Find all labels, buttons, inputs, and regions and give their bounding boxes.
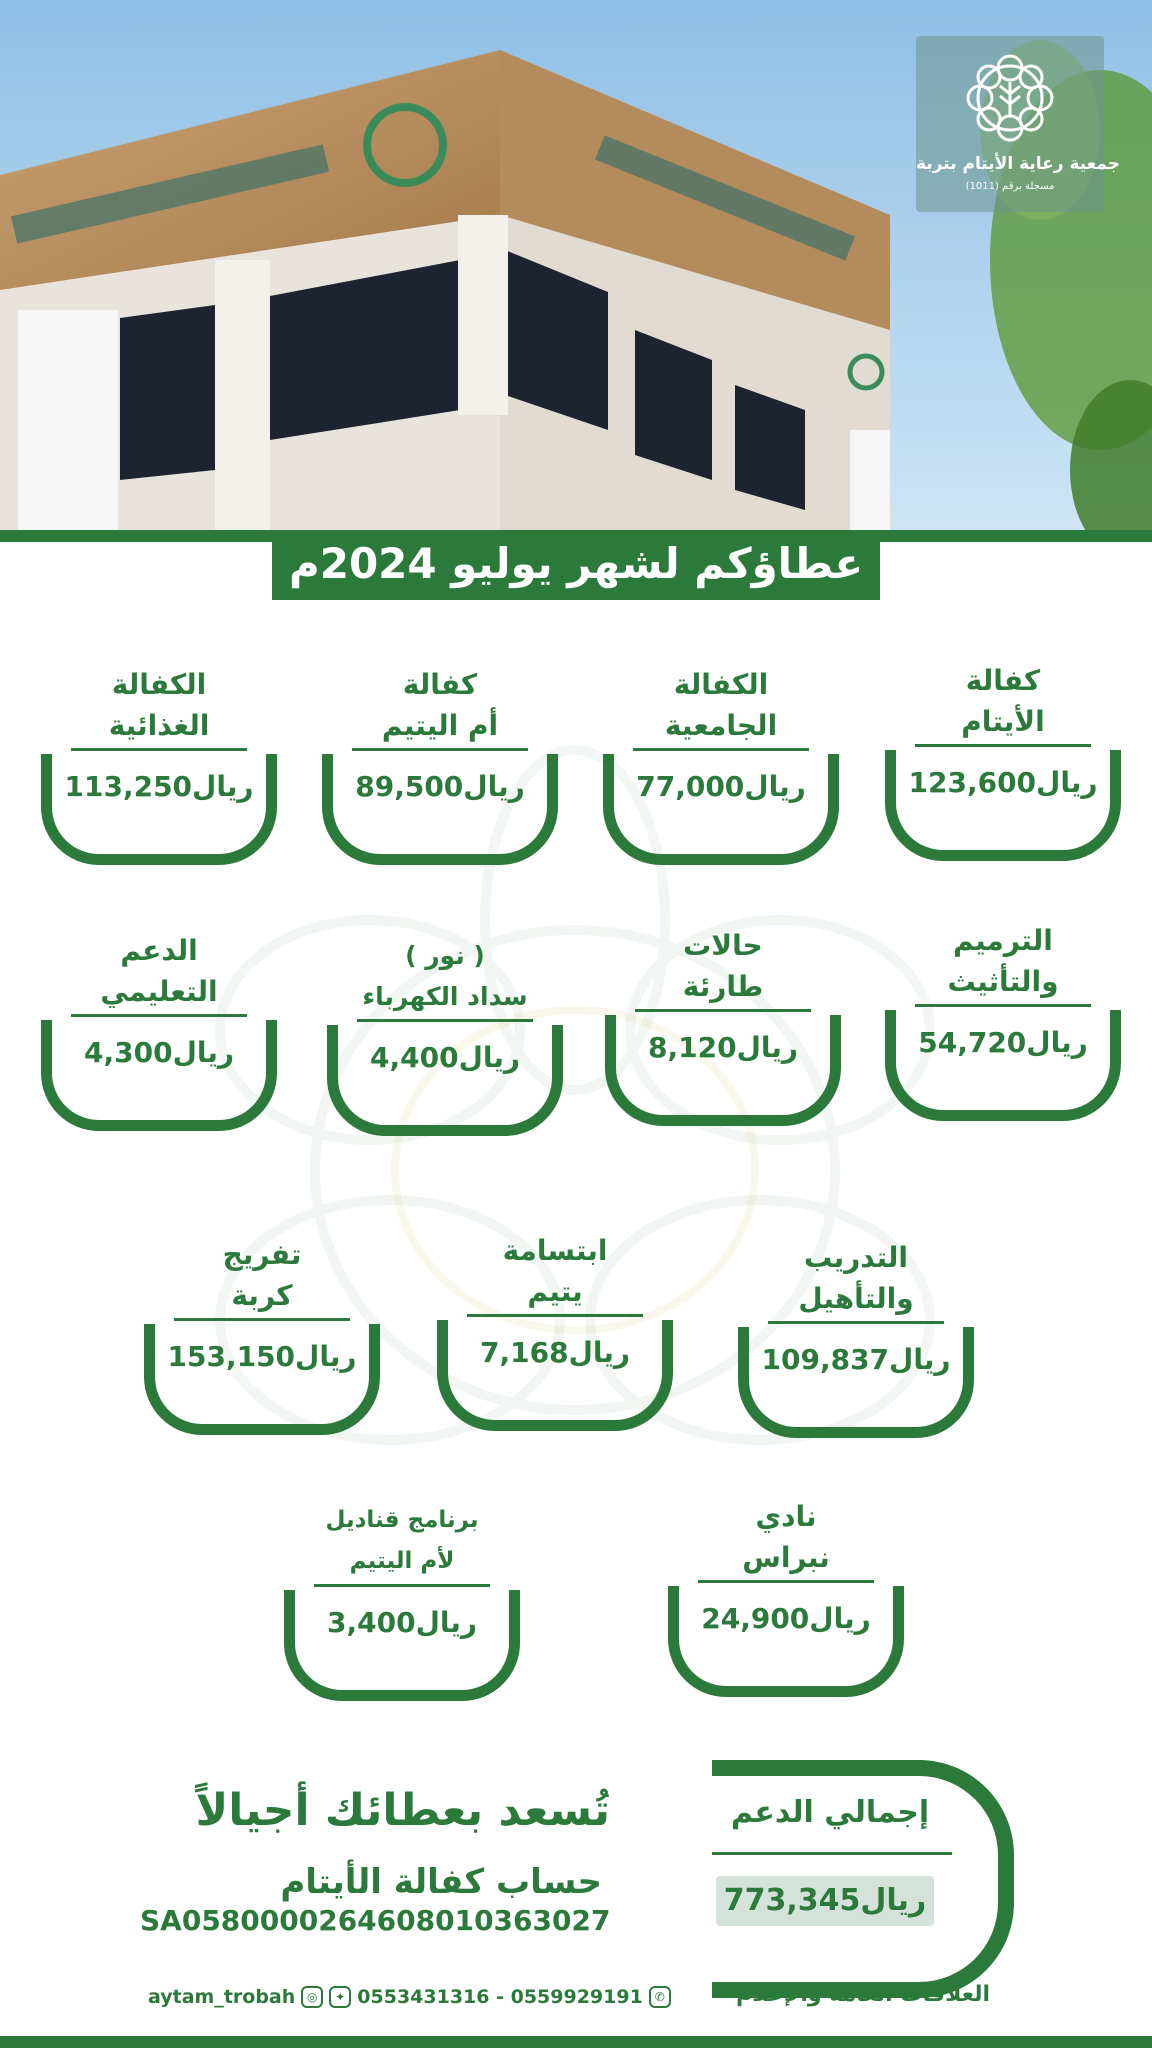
card-amount: 113,250ريال: [64, 770, 254, 803]
card-label: ابتسامة: [502, 1234, 608, 1267]
card-orphan-smile: [437, 1230, 673, 1378]
card-food-sponsorship: [41, 664, 277, 812]
card-label: والتأثيث: [947, 965, 1059, 998]
card-label: والتأهيل: [798, 1282, 914, 1315]
footer-department: العلاقات العامة والإعلام: [736, 1982, 990, 2007]
total-amount: 773,345ريال: [716, 1876, 934, 1926]
card-amount: 54,720ريال: [918, 1026, 1088, 1059]
card-amount: 77,000ريال: [636, 770, 806, 803]
card-label: نبراس: [742, 1541, 830, 1574]
card-amount: 8,120ريال: [647, 1031, 799, 1064]
card-label: كفالة: [965, 664, 1041, 697]
card-label: طارئة: [682, 970, 764, 1003]
card-amount: 109,837ريال: [761, 1343, 951, 1376]
twitter-icon: ✦: [329, 1986, 351, 2008]
logo-name: جمعية رعاية الأيتام بتربة: [916, 154, 1120, 174]
card-training-qualification: [738, 1237, 974, 1385]
card-amount: 24,900ريال: [701, 1602, 871, 1635]
card-amount: 4,400ريال: [369, 1041, 521, 1074]
footer-contact: [148, 1983, 671, 2011]
card-label: لأم اليتيم: [349, 1548, 455, 1574]
header-photo: [0, 0, 1152, 540]
card-label: كربة: [231, 1279, 293, 1312]
total-label: إجمالي الدعم: [730, 1795, 930, 1830]
phone-icon: ✆: [649, 1986, 671, 2008]
card-label: نادي: [755, 1500, 817, 1533]
card-label: الكفالة: [673, 668, 769, 701]
card-educational-support: [41, 930, 277, 1078]
card-amount: 123,600ريال: [908, 766, 1098, 799]
card-relief-distress: [144, 1234, 380, 1382]
card-label: ( نور ): [405, 941, 485, 970]
page-title: عطاؤكم لشهر يوليو 2024م: [272, 530, 880, 600]
card-label: الغذائية: [108, 709, 210, 742]
card-nibras-club: [668, 1496, 904, 1644]
card-amount: 153,150ريال: [167, 1340, 357, 1373]
card-label: الدعم: [120, 934, 198, 967]
card-label: الكفالة: [111, 668, 207, 701]
phone-numbers: 0553431316 - 0559929191: [357, 1986, 643, 2008]
card-qanadil-program: [284, 1500, 520, 1648]
social-handle: aytam_trobah: [148, 1986, 296, 2008]
total-divider: [712, 1852, 952, 1855]
card-amount: 4,300ريال: [83, 1036, 235, 1069]
organization-logo: [916, 36, 1120, 212]
account-iban: SA0580000264608010363027: [140, 1904, 611, 1937]
card-emergency-cases: [605, 925, 841, 1073]
card-label: تفريج: [222, 1238, 302, 1271]
instagram-icon: ◎: [301, 1986, 323, 2008]
account-name: حساب كفالة الأيتام: [280, 1862, 602, 1902]
card-label: كفالة: [402, 668, 478, 701]
card-label: الجامعية: [664, 709, 778, 742]
card-label: برنامج قناديل: [325, 1507, 479, 1533]
card-electricity-payment: [327, 935, 563, 1083]
card-label: حالات: [683, 929, 763, 962]
card-label: أم اليتيم: [381, 709, 499, 742]
card-label: الأيتام: [961, 705, 1045, 738]
card-orphan-sponsorship: [885, 660, 1121, 808]
donation-slogan: تُسعد بعطائك أجيالاً: [195, 1785, 610, 1836]
card-label: التعليمي: [100, 975, 218, 1008]
footer-bar: [0, 2036, 1152, 2048]
card-amount: 89,500ريال: [355, 770, 525, 803]
card-university-sponsorship: [603, 664, 839, 812]
card-label: سداد الكهرباء: [362, 982, 528, 1011]
card-label: الترميم: [953, 924, 1053, 957]
card-amount: 7,168ريال: [479, 1336, 631, 1369]
card-orphan-mother-sponsorship: [322, 664, 558, 812]
card-amount: 3,400ريال: [326, 1606, 478, 1639]
card-label: يتيم: [527, 1275, 583, 1308]
card-label: التدريب: [804, 1241, 908, 1274]
logo-registration: مسجلة برقم (1011): [965, 181, 1055, 192]
card-renovation-furnishing: [885, 920, 1121, 1068]
